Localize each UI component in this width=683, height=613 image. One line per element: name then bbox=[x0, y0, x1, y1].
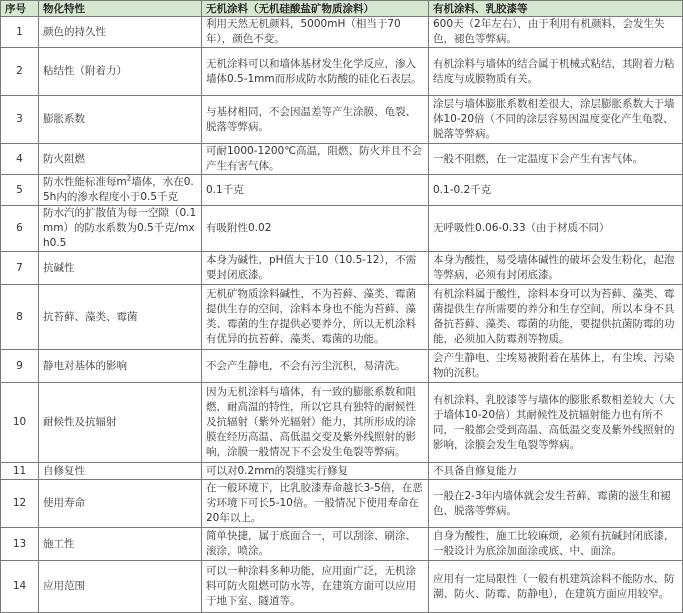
row-organic: 本身为酸性，易受墙体碱性的破坏会发生粉化，起泡等弊病，必须有封闭底漆。 bbox=[429, 252, 683, 285]
row-feature-superscript: 2 bbox=[126, 174, 132, 183]
row-organic: 有机涂料属于酸性，涂料本身可以为苔藓、藻类、霉菌提供生存所需要的养分和生存空间，所以本身不具备抗苔藓、藻类、霉菌的功能，要提供抗菌防霉的功能，必须加入防霉剂等物质。 bbox=[429, 285, 683, 350]
row-feature: 自修复性 bbox=[39, 463, 202, 480]
table-row bbox=[1, 48, 683, 96]
row-organic: 一般不阻燃，在一定温度下会产生有害气体。 bbox=[429, 144, 683, 175]
row-organic: 涂层与墙体膨胀系数相差很大，涂层膨胀系数大于墙体10-20倍（不同的涂层容易因温度变化产生龟裂、脱落等弊病。 bbox=[429, 96, 683, 144]
row-feature: 耐候性及抗辐射 bbox=[39, 383, 202, 463]
row-inorganic: 可以对0.2mm的裂缝实行修复 bbox=[202, 463, 429, 480]
row-inorganic: 可以一种涂料多种功能，应用面广泛，无机涂料可防火阻燃可防水等，在建筑方面可以应用于地下室、隧道等。 bbox=[202, 561, 429, 613]
table-row bbox=[1, 252, 683, 285]
row-organic: 会产生静电、尘埃易被附着在基体上，有尘埃、污染物的沉积。 bbox=[429, 350, 683, 383]
row-feature: 使用寿命 bbox=[39, 480, 202, 528]
row-organic: 不具备自修复能力 bbox=[429, 463, 683, 480]
row-inorganic: 无机涂料可以和墙体基材发生化学反应，渗入墙体0.5-1mm而形成防水防酸的硅化石表层。 bbox=[202, 48, 429, 96]
row-num: 14 bbox=[1, 561, 39, 613]
row-organic: 一般在2-3年内墙体就会发生苔藓、霉菌的滋生和褪色、脱落等弊病。 bbox=[429, 480, 683, 528]
row-num: 12 bbox=[1, 480, 39, 528]
row-inorganic: 有吸附性0.02 bbox=[202, 206, 429, 252]
row-inorganic: 在一般环境下，比乳胶漆寿命越长3-5倍，在恶劣环境下可长5-10倍。一般情况下使用寿命在20年以上。 bbox=[202, 480, 429, 528]
table-header-row bbox=[1, 1, 683, 17]
row-organic: 无呼吸性0.06-0.33（由于材质不同） bbox=[429, 206, 683, 252]
header-feature: 物化特性 bbox=[39, 1, 202, 17]
row-organic: 有机涂料、乳胶漆等与墙体的膨胀系数相差较大（大于墙体10-20倍）其耐候性及抗辐射能力也有所不同，一般都会受到高温、高低温交变及紫外线照射的影响，涂膜会发生龟裂等弊病。 bbox=[429, 383, 683, 463]
table-row bbox=[1, 96, 683, 144]
table-row bbox=[1, 206, 683, 252]
row-feature: 膨胀系数 bbox=[39, 96, 202, 144]
table-row bbox=[1, 463, 683, 480]
table-row bbox=[1, 350, 683, 383]
row-inorganic: 本身为碱性，pH值大于10（10.5-12），不需要封闭底漆。 bbox=[202, 252, 429, 285]
row-inorganic: 可耐1000-1200℃高温，阻燃、防火并且不会产生有害气体。 bbox=[202, 144, 429, 175]
row-feature: 抗苔藓、藻类、霉菌 bbox=[39, 285, 202, 350]
row-num: 7 bbox=[1, 252, 39, 285]
header-organic: 有机涂料、乳胶漆等 bbox=[429, 1, 683, 17]
row-organic: 0.1-0.2千克 bbox=[429, 175, 683, 206]
row-num: 10 bbox=[1, 383, 39, 463]
table-row bbox=[1, 175, 683, 206]
row-inorganic: 简单快捷，属于底面合一，可以刮涂、刷涂、滚涂，喷涂。 bbox=[202, 528, 429, 561]
row-feature bbox=[39, 175, 202, 206]
row-num: 8 bbox=[1, 285, 39, 350]
table-row bbox=[1, 528, 683, 561]
table-row bbox=[1, 285, 683, 350]
row-inorganic: 与基材相同，不会因温差等产生涂膜、龟裂、脱落等弊病。 bbox=[202, 96, 429, 144]
table-row bbox=[1, 17, 683, 48]
row-num: 13 bbox=[1, 528, 39, 561]
row-feature: 施工性 bbox=[39, 528, 202, 561]
row-organic: 600天（2年左右），由于利用有机颜料，会发生失色，褪色等弊病。 bbox=[429, 17, 683, 48]
row-feature: 粘结性（附着力） bbox=[39, 48, 202, 96]
row-num: 5 bbox=[1, 175, 39, 206]
row-feature: 颜色的持久性 bbox=[39, 17, 202, 48]
header-num: 序号 bbox=[1, 1, 39, 17]
row-inorganic: 0.1千克 bbox=[202, 175, 429, 206]
row-feature-part: 墙体，水在0.5h内的渗水程度小于0.5千克 bbox=[43, 176, 194, 203]
row-num: 11 bbox=[1, 463, 39, 480]
row-inorganic: 无机矿物质涂料碱性，不为苔藓、藻类、霉菌提供生存的空间，涂料本身也不能为苔藓、藻类、霉菌的生存提供必要养分，所以无机涂料有优异的抗苔藓、藻类、霉菌的功能。 bbox=[202, 285, 429, 350]
row-feature: 防水汽的扩散值为每一空隙（0.1mm）的防水系数为0.5千克/mxh0.5 bbox=[39, 206, 202, 252]
row-num: 2 bbox=[1, 48, 39, 96]
header-inorganic: 无机涂料（无机硅酸盐矿物质涂料） bbox=[202, 1, 429, 17]
row-num: 6 bbox=[1, 206, 39, 252]
table-row bbox=[1, 561, 683, 613]
row-num: 9 bbox=[1, 350, 39, 383]
row-feature: 抗碱性 bbox=[39, 252, 202, 285]
row-feature-part: 防水性能标准每m bbox=[43, 176, 127, 188]
row-inorganic: 不会产生静电，不会有污尘沉积，易清洗。 bbox=[202, 350, 429, 383]
row-feature: 静电对基体的影响 bbox=[39, 350, 202, 383]
row-organic: 自身为酸性，施工比较麻烦，必须有抗碱封闭底漆，一般设计为底涂加面涂或底、中、面涂。 bbox=[429, 528, 683, 561]
row-feature: 防火阻燃 bbox=[39, 144, 202, 175]
row-num: 1 bbox=[1, 17, 39, 48]
row-num: 4 bbox=[1, 144, 39, 175]
table-row bbox=[1, 144, 683, 175]
row-organic: 有机涂料与墙体的结合属于机械式粘结，其附着力粘结度与成膜物质有关。 bbox=[429, 48, 683, 96]
row-feature: 应用范围 bbox=[39, 561, 202, 613]
row-inorganic: 因为无机涂料与墙体，有一致的膨胀系数和阻燃，耐高温的特性，所以它具有独特的耐候性及抗辐射（紫外光辐射）能力，其所形成的涂膜在经历高温、高低温交变及紫外线照射的影响，涂膜一般情况下不会发生龟裂等弊病。 bbox=[202, 383, 429, 463]
row-inorganic: 利用天然无机颜料，5000mH（相当于70年），颜色不变。 bbox=[202, 17, 429, 48]
table-row bbox=[1, 383, 683, 463]
table-row bbox=[1, 480, 683, 528]
row-num: 3 bbox=[1, 96, 39, 144]
row-organic: 应用有一定局限性（一般有机建筑涂料不能防水、防潮、防火、防霉、防静电），在建筑方面应用较窄。 bbox=[429, 561, 683, 613]
